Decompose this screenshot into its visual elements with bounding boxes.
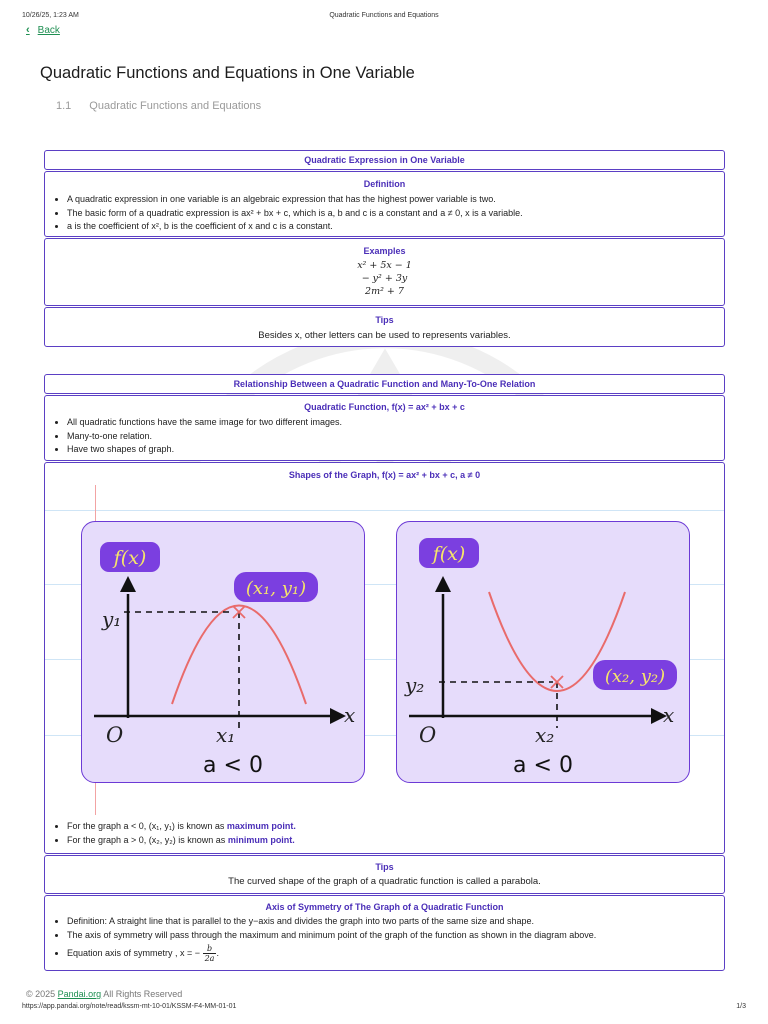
list-item: • Have two shapes of graph.: [67, 443, 724, 457]
x-tick-label: x₂: [535, 723, 555, 747]
footer-link[interactable]: Pandai.org: [57, 989, 102, 999]
print-title: Quadratic Functions and Equations: [329, 12, 439, 19]
section-heading: [56, 100, 261, 112]
page-title: Quadratic Functions and Equations in One Variable: [40, 64, 415, 82]
function-list: [45, 416, 724, 457]
card-tips-2: [44, 855, 725, 894]
back-label: Back: [37, 24, 60, 36]
card-axis-of-symmetry: [44, 895, 725, 971]
print-url: https://app.pandai.org/note/read/kssm-mt-10-01/KSSM-F4-MM-01-01: [22, 1003, 237, 1010]
equation-end: .: [216, 947, 219, 958]
graph-panel-max: [81, 521, 365, 783]
fx-label: f(x): [432, 543, 466, 565]
graph-min: [397, 522, 689, 782]
definition-list: [45, 193, 724, 234]
card-quadratic-function: [44, 395, 725, 461]
tips-text: Besides x, other letters can be used to represents variables.: [258, 330, 511, 341]
example-item: x² + 5x − 1: [357, 260, 412, 271]
tips-title: Tips: [375, 315, 394, 325]
list-item: • A quadratic expression in one variable is an algebraic expression that has the highest power variable is two.: [67, 193, 724, 207]
section-number: 1.1: [56, 100, 72, 112]
fx-label: f(x): [113, 547, 147, 569]
axis-equation-text: Equation axis of symmetry , x = −: [67, 947, 201, 958]
copyright: © 2025: [26, 989, 58, 999]
fraction: [203, 944, 217, 963]
list-item-bold: minimum point.: [227, 834, 295, 845]
examples-list: [45, 259, 724, 298]
tips-title: Tips: [375, 862, 394, 872]
graph-caption: a < 0: [203, 753, 263, 778]
card-tips-1: [44, 307, 725, 347]
list-item: • a is the coefficient of x², b is the coefficient of x and c is a constant.: [67, 220, 724, 234]
print-footer: [22, 1003, 746, 1010]
fraction-numerator: b: [203, 944, 217, 954]
footer: [26, 989, 182, 999]
print-datetime: 10/26/25, 1:23 AM: [22, 12, 79, 19]
card-title: Quadratic Expression in One Variable: [304, 155, 465, 165]
point-label: (x₂, y₂): [604, 666, 666, 687]
definition-title: Definition: [363, 179, 406, 189]
y-tick-label: y₁: [102, 607, 122, 631]
example-item: − y² + 3y: [361, 273, 408, 284]
card-relationship-title: [44, 374, 725, 394]
card-examples: [44, 238, 725, 306]
y-axis-arrow-icon: [435, 576, 451, 592]
print-header: [22, 12, 746, 22]
card-definition: [44, 171, 725, 237]
card-quadratic-expression-title: [44, 150, 725, 170]
card-title: Relationship Between a Quadratic Function and Many-To-One Relation: [233, 379, 536, 389]
origin-label: O: [106, 723, 124, 747]
list-item: [67, 820, 724, 834]
list-item: • Definition: A straight line that is parallel to the y−axis and divides the graph into two parts of the same size and shape.: [67, 915, 724, 929]
graph-panel-min: [396, 521, 690, 783]
list-item: • All quadratic functions have the same image for two different images.: [67, 416, 724, 430]
function-title: Quadratic Function, f(x) = ax² + bx + c: [304, 402, 465, 412]
list-item-text: For the graph a > 0, (x₂, y₂) is known as: [67, 834, 228, 845]
x-tick-label: x₁: [216, 723, 236, 747]
fraction-denominator: 2a: [204, 954, 215, 963]
y-axis-arrow-icon: [120, 576, 136, 592]
list-item: • Many-to-one relation.: [67, 430, 724, 444]
extremum-list: [45, 820, 724, 847]
list-item-text: For the graph a < 0, (x₁, y₁) is known as: [67, 821, 227, 831]
rights: All Rights Reserved: [101, 989, 183, 999]
example-item: 2m² + 7: [365, 286, 404, 297]
graph-max: [82, 522, 364, 782]
axis-list: [45, 915, 724, 963]
tips-text: The curved shape of the graph of a quadratic function is called a parabola.: [228, 876, 541, 887]
graph-caption: a < 0: [513, 753, 573, 778]
ruled-line: [45, 510, 724, 511]
y-tick-label: y₂: [405, 673, 425, 697]
chevron-left-icon: ‹: [26, 24, 30, 36]
page-number: 1/3: [736, 1003, 746, 1010]
origin-label: O: [419, 723, 437, 747]
x-axis-label: x: [663, 703, 675, 727]
list-item: • The axis of symmetry will pass through the maximum and minimum point of the graph of the function as shown in the diagram above.: [67, 929, 724, 943]
shapes-title: Shapes of the Graph, f(x) = ax² + bx + c, a ≠ 0: [288, 470, 481, 480]
card-shapes-of-graph: [44, 462, 725, 854]
section-title: Quadratic Functions and Equations: [89, 100, 262, 112]
examples-title: Examples: [363, 246, 406, 256]
point-label: (x₁, y₁): [245, 578, 307, 599]
list-item: • The basic form of a quadratic expression is ax² + bx + c, which is a, b and c is a constant and a ≠ 0, x is a variable.: [67, 207, 724, 221]
x-axis-label: x: [344, 703, 356, 727]
list-item: [67, 944, 724, 963]
list-item: [67, 834, 724, 848]
back-link[interactable]: [26, 24, 60, 36]
axis-title: Axis of Symmetry of The Graph of a Quadratic Function: [265, 902, 504, 912]
list-item-bold: maximum point.: [226, 821, 296, 831]
